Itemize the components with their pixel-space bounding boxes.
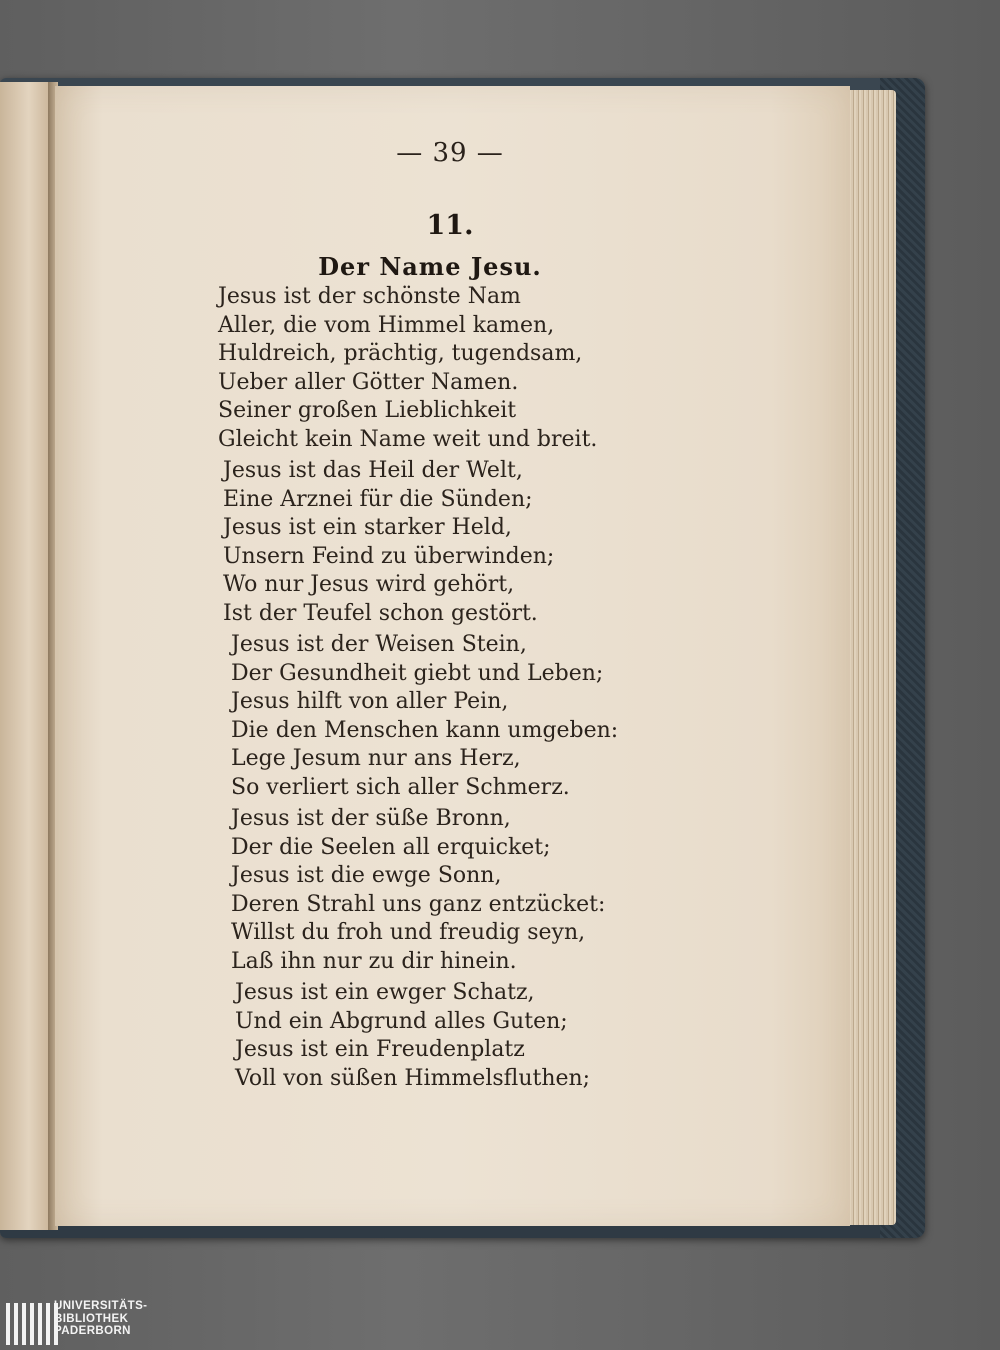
poem-body	[218, 283, 638, 1096]
poem-line: Laß ihn nur zu dir hinein.	[231, 948, 517, 974]
poem-line: Gleicht kein Name weit und breit.	[218, 426, 598, 452]
library-logo-line: BIBLIOTHEK	[54, 1312, 129, 1325]
poem-line: Voll von süßen Himmelsfluthen;	[235, 1065, 591, 1091]
poem-line: Jesus ist ein ewger Schatz,	[235, 980, 535, 1005]
stanza	[218, 457, 638, 628]
poem-line: Jesus ist der Weisen Stein,	[231, 632, 527, 657]
poem-line: Unsern Feind zu überwinden;	[223, 543, 555, 569]
poem-title: Der Name Jesu.	[318, 252, 542, 281]
poem-line: Ist der Teufel schon gestört.	[223, 600, 538, 626]
poem-line: Deren Strahl uns ganz entzücket:	[231, 891, 606, 917]
poem-line: Der Gesundheit giebt und Leben;	[231, 660, 604, 686]
poem-line: Und ein Abgrund alles Guten;	[235, 1008, 568, 1034]
library-logo-text	[54, 1300, 147, 1338]
poem-line: Die den Menschen kann umgeben:	[231, 717, 619, 743]
library-logo-line: UNIVERSITÄTS-	[54, 1300, 148, 1312]
stanza	[218, 631, 638, 802]
poem-line: Jesus hilft von aller Pein,	[231, 689, 509, 714]
section-number: 11.	[426, 210, 474, 241]
poem-line: Eine Arznei für die Sünden;	[223, 486, 533, 512]
poem-line: Huldreich, prächtig, tugendsam,	[218, 341, 583, 366]
poem-line: Jesus ist das Heil der Welt,	[223, 458, 523, 483]
poem-line: Jesus ist ein Freudenplatz	[235, 1037, 525, 1062]
stanza	[218, 979, 638, 1093]
poem-line: Jesus ist ein starker Held,	[223, 515, 512, 540]
poem-line: Willst du froh und freudig seyn,	[231, 920, 586, 945]
library-logo-line: PADERBORN	[54, 1325, 131, 1337]
stanza	[218, 283, 638, 454]
library-logo-icon	[6, 1303, 58, 1345]
poem-line: Jesus ist der schönste Nam	[218, 284, 521, 309]
poem-line: So verliert sich aller Schmerz.	[231, 774, 570, 800]
poem-line: Aller, die vom Himmel kamen,	[218, 312, 555, 338]
poem-line: Jesus ist der süße Bronn,	[231, 806, 511, 831]
poem-line: Ueber aller Götter Namen.	[218, 369, 519, 395]
poem-line: Lege Jesum nur ans Herz,	[231, 746, 521, 771]
page-number: — 39 —	[396, 138, 504, 168]
poem-line: Der die Seelen all erquicket;	[231, 834, 551, 860]
poem-line: Jesus ist die ewge Sonn,	[231, 863, 502, 888]
poem-line: Wo nur Jesus wird gehört,	[223, 572, 515, 597]
stanza	[218, 805, 638, 976]
poem-line: Seiner großen Lieblichkeit	[218, 398, 517, 423]
